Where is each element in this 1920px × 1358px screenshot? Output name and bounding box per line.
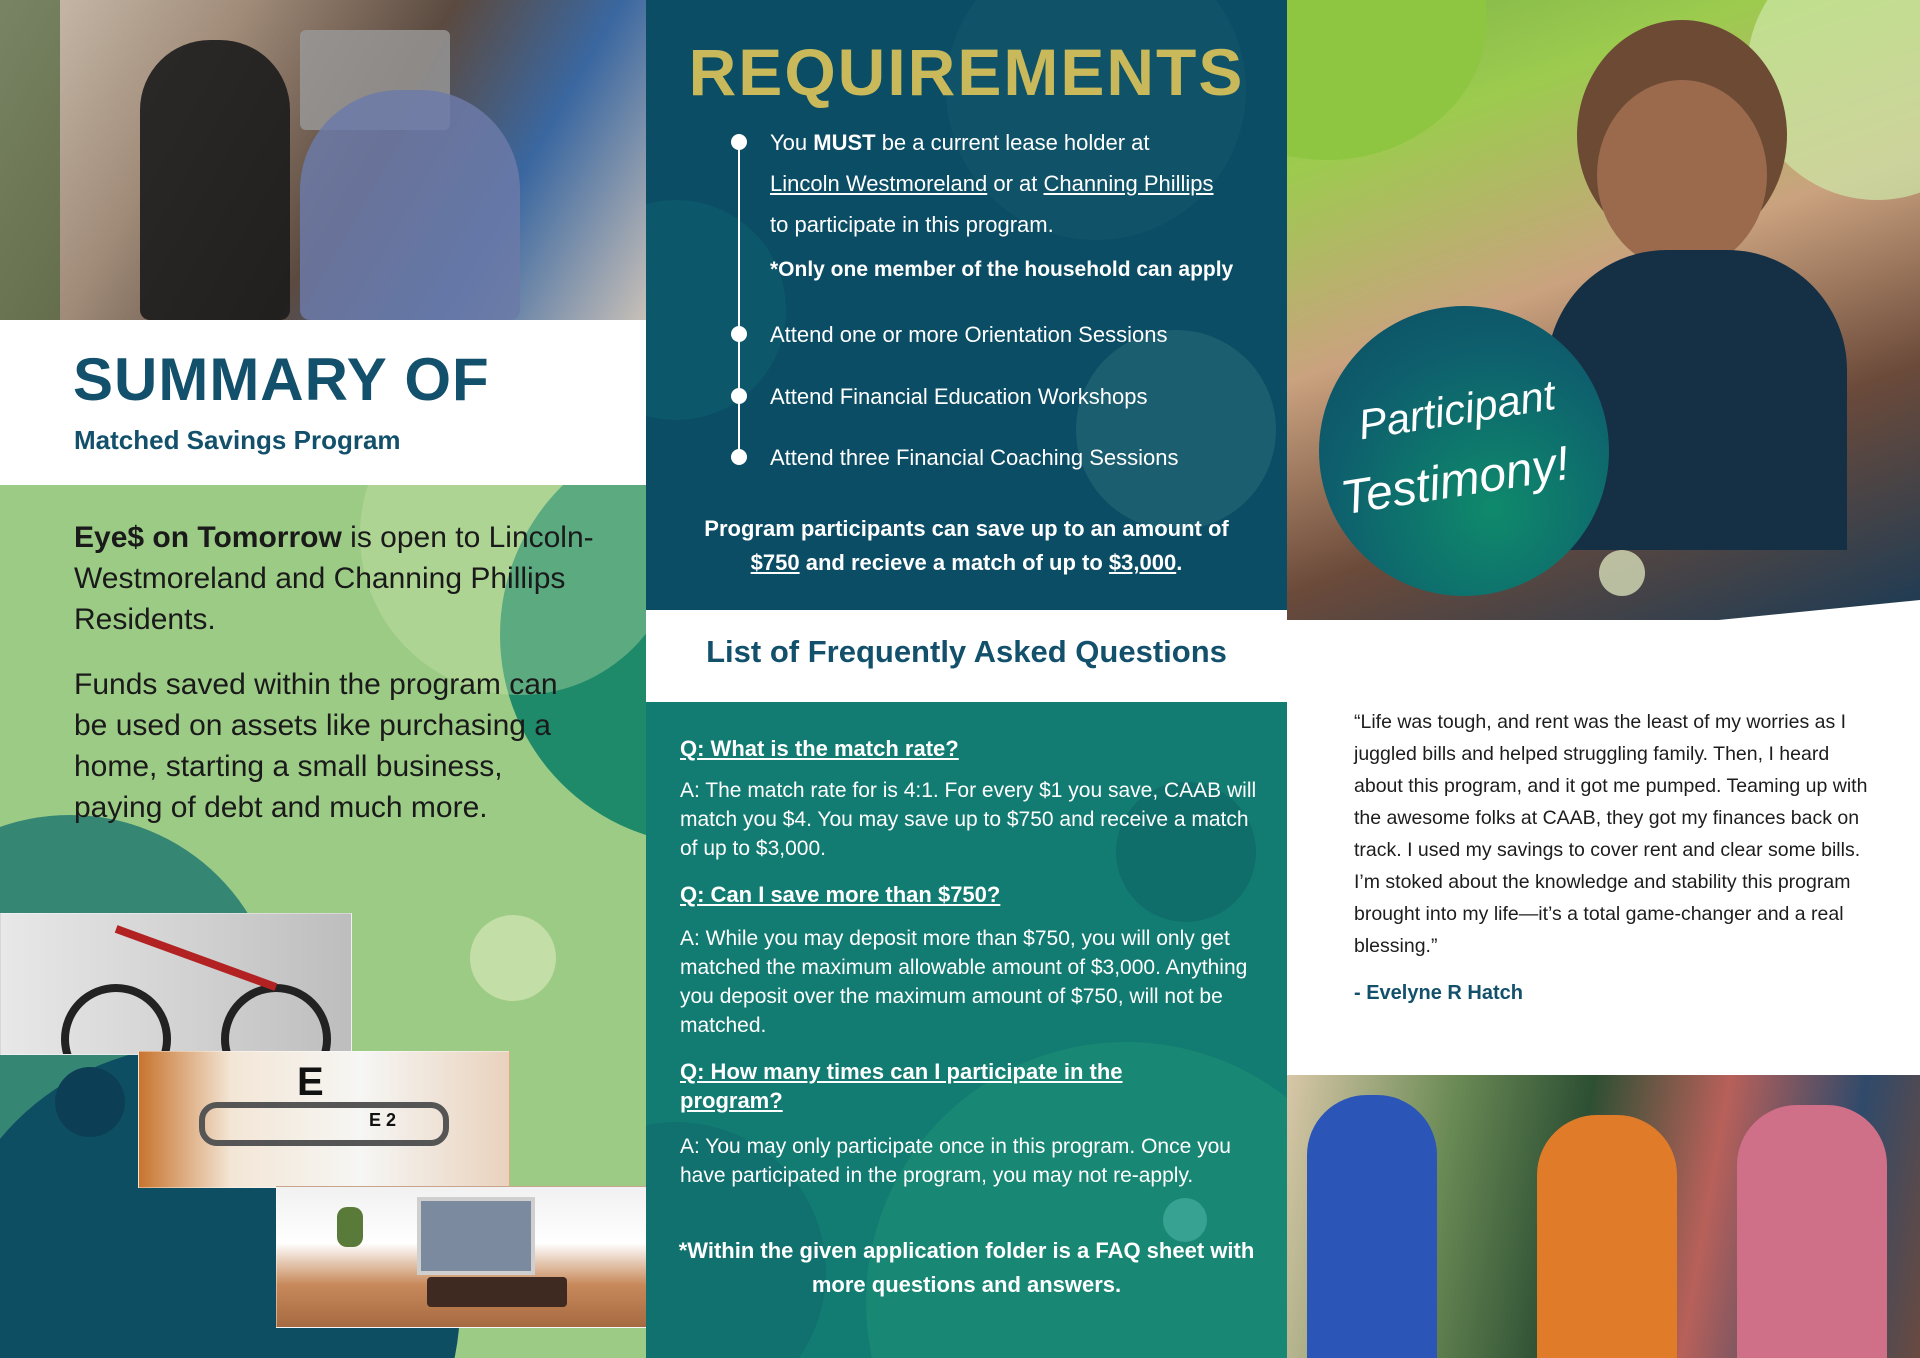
household-note: *Only one member of the household can apply — [770, 258, 1234, 281]
bullet-dot — [731, 449, 747, 465]
req-text-part: be a current lease holder at — [875, 130, 1150, 155]
bullet-dot — [731, 326, 747, 342]
channing-phillips-link: Channing Phillips — [1043, 171, 1214, 196]
requirements-title: REQUIREMENTS — [688, 35, 1245, 109]
intro-rest: is open to Lincoln-Westmoreland and Channing Phillips Residents. — [74, 521, 594, 636]
bullet-dot — [731, 134, 747, 150]
requirement-workshops: Attend Financial Education Workshops — [770, 384, 1148, 409]
faq-title: List of Frequently Asked Questions — [706, 634, 1227, 669]
testimony-quote: “Life was tough, and rent was the least of my worries as I juggled bills and helped struggling family. Then, I heard about this program, and it got me pumped. Teaming up with the awesome folks at CAAB, they got my finances back on track. I used my savings to cover rent and clear some bills. I’m stoked about the knowledge and stability this program brought into my life—it’s a total game-changer and a real blessing.” — [1354, 711, 1868, 957]
eyeglasses-chart-photo: E E 2 — [138, 1051, 510, 1188]
intro-paragraph — [74, 517, 594, 640]
savings-match-statement — [676, 512, 1257, 580]
summary-subtitle: Matched Savings Program — [74, 425, 401, 455]
left-panel — [0, 0, 646, 1358]
faq-answer-1: A: The match rate for is 4:1. For every $1 you save, CAAB will match you $4. You may save up to $750 and receive a match of up to $3,000. — [680, 779, 1257, 860]
right-panel — [1287, 0, 1920, 1358]
faq-question-3: Q: How many times can I participate in the program? — [680, 1059, 1123, 1113]
faq-answer-3: A: You may only participate once in this program. Once you have participated in the program, you may not re-apply. — [680, 1135, 1231, 1187]
program-name: Eye$ on Tomorrow — [74, 521, 342, 554]
req-text-part: You — [770, 130, 814, 155]
funds-paragraph: Funds saved within the program can be used on assets like purchasing a home, starting a small business, paying of debt and much more. — [74, 668, 558, 824]
req-text-part: to participate in this program. — [770, 212, 1054, 237]
summary-title: SUMMARY OF — [73, 346, 490, 413]
requirement-lease-holder — [770, 122, 1270, 245]
bullet-dot — [731, 388, 747, 404]
faq-footnote: *Within the given application folder is a FAQ sheet with more questions and answers. — [678, 1238, 1255, 1297]
faq-question-2: Q: Can I save more than $750? — [680, 882, 1001, 907]
lincoln-westmoreland-link: Lincoln Westmoreland — [770, 171, 988, 196]
savings-line: and recieve a match of up to — [799, 550, 1109, 575]
savings-line: . — [1176, 550, 1183, 575]
must-emphasis: MUST — [813, 130, 876, 155]
testimony-author: - Evelyne R Hatch — [1354, 982, 1523, 1004]
laptop-desk-photo — [276, 1186, 646, 1328]
match-amount: $3,000 — [1108, 550, 1177, 575]
testimony-label-testimony: Testimony! — [1337, 436, 1573, 526]
req-text-part: or at — [987, 171, 1044, 196]
requirements-timeline — [738, 144, 740, 460]
bicycle-photo — [0, 913, 352, 1055]
save-amount: $750 — [750, 550, 800, 575]
middle-panel — [646, 0, 1287, 1358]
savings-line: Program participants can save up to an amount of — [704, 516, 1229, 541]
testimony-label-participant: Participant — [1355, 370, 1559, 449]
requirement-orientation: Attend one or more Orientation Sessions — [770, 322, 1168, 347]
faq-answer-2: A: While you may deposit more than $750, you will only get matched the maximum allowable amount of $3,000. Anything you deposit over the maximum amount of $750, will not be matched. — [680, 927, 1248, 1037]
faq-question-1: Q: What is the match rate? — [680, 736, 959, 761]
couple-cooking-photo — [0, 0, 646, 320]
participants-group-photo — [1287, 1075, 1920, 1358]
requirement-coaching: Attend three Financial Coaching Sessions — [770, 445, 1179, 470]
